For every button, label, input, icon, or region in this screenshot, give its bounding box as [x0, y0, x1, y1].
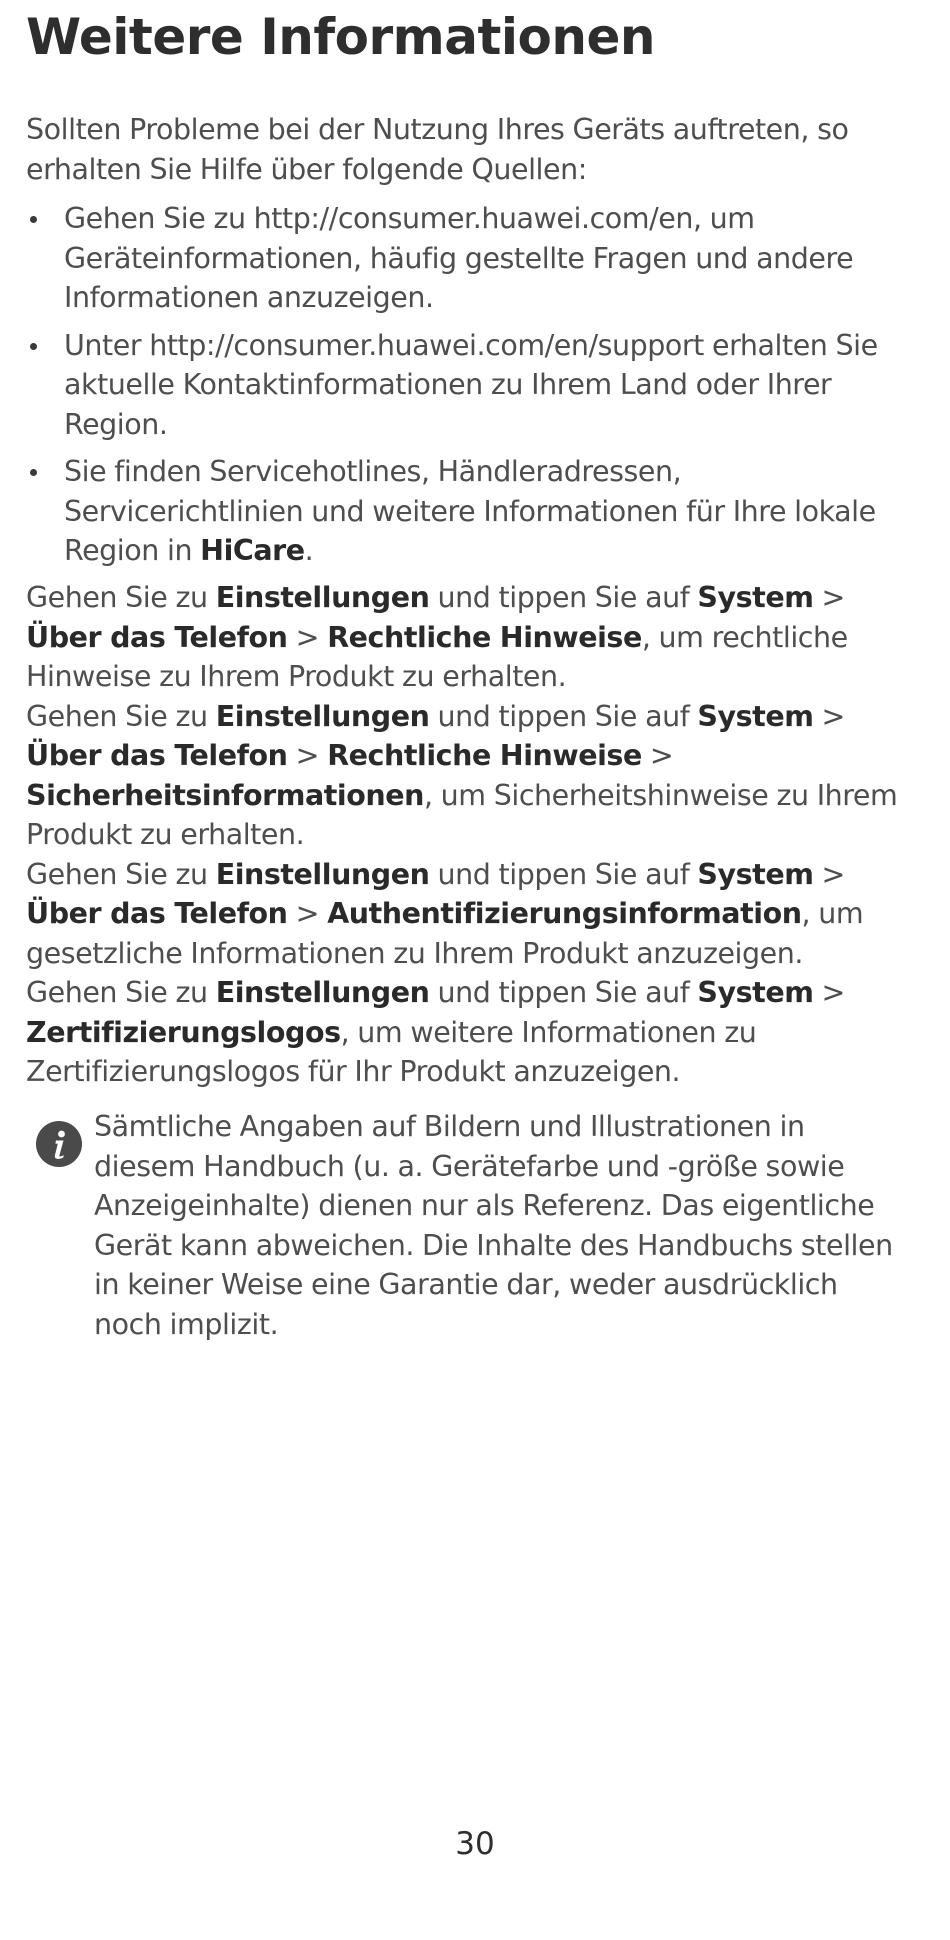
- list-item-text-end: .: [304, 534, 314, 567]
- path-step: System: [697, 976, 814, 1009]
- note-text: Sämtliche Angaben auf Bildern und Illustrationen in diesem Handbuch (u. a. Gerätefarbe und -größe sowie Anzeigeinhalte) dienen nur als Referenz. Das eigentliche Gerät kann abweichen. Die Inhalte des Handbuchs stellen in keiner Weise eine Garantie dar, weder ausdrücklich noch implizit.: [94, 1110, 893, 1341]
- path-paragraph: [26, 973, 906, 1092]
- path-step: Zertifizierungslogos: [26, 1015, 341, 1049]
- path-step: Rechtliche Hinweise: [327, 620, 642, 654]
- path-separator: >: [641, 739, 674, 772]
- page-title: Weitere Informationen: [26, 8, 656, 66]
- path-settings: Einstellungen: [215, 581, 430, 614]
- path-paragraph: [26, 578, 906, 697]
- path-mid: und tippen Sie auf: [429, 699, 698, 733]
- path-prefix: Gehen Sie zu: [26, 857, 216, 891]
- path-paragraph: [26, 697, 906, 855]
- info-icon: [36, 1121, 82, 1167]
- path-separator: >: [287, 739, 328, 772]
- path-suffix: , um gesetzliche Informationen zu Ihrem Produkt anzuzeigen.: [26, 897, 864, 970]
- path-step: System: [697, 581, 814, 614]
- list-item-text: Sie finden Servicehotlines, Händleradressen, Servicerichtlinien und weitere Informationen für Ihre lokale Region in: [64, 455, 876, 567]
- path-mid: und tippen Sie auf: [429, 976, 698, 1009]
- path-step: Sicherheitsinformationen: [26, 778, 424, 812]
- path-step: Rechtliche Hinweise: [327, 739, 642, 772]
- page-number: 30: [455, 1826, 495, 1862]
- bullet-icon: [30, 343, 37, 350]
- path-settings: Einstellungen: [215, 976, 430, 1009]
- list-item: [26, 199, 906, 318]
- path-mid: und tippen Sie auf: [429, 857, 698, 891]
- path-prefix: Gehen Sie zu: [26, 699, 216, 733]
- path-separator: >: [813, 857, 845, 891]
- path-step: Über das Telefon: [26, 897, 288, 930]
- path-prefix: Gehen Sie zu: [26, 581, 216, 614]
- path-suffix: , um Sicherheitshinweise zu Ihrem Produkt zu erhalten.: [26, 778, 898, 851]
- path-step: Über das Telefon: [26, 620, 288, 654]
- path-prefix: Gehen Sie zu: [26, 976, 216, 1009]
- path-step: System: [697, 857, 814, 891]
- path-paragraph: [26, 855, 906, 974]
- path-suffix: , um rechtliche Hinweise zu Ihrem Produkt zu erhalten.: [26, 620, 848, 693]
- path-settings: Einstellungen: [215, 857, 430, 891]
- help-sources-list: [26, 199, 906, 579]
- bullet-icon: [30, 216, 37, 223]
- path-step: System: [697, 699, 814, 733]
- path-settings: Einstellungen: [215, 699, 430, 733]
- list-item-text: Gehen Sie zu http://consumer.huawei.com/en, um Geräteinformationen, häufig gestellte Fragen und andere Informationen anzuzeigen.: [64, 202, 854, 314]
- list-item-text: Unter http://consumer.huawei.com/en/support erhalten Sie aktuelle Kontaktinformationen zu Ihrem Land oder Ihrer Region.: [64, 328, 878, 441]
- path-separator: >: [287, 897, 328, 930]
- path-separator: >: [287, 620, 328, 654]
- path-suffix: , um weitere Informationen zu Zertifizierungslogos für Ihr Produkt anzuzeigen.: [26, 1015, 757, 1088]
- path-step: Über das Telefon: [26, 739, 288, 772]
- path-separator: >: [813, 699, 845, 733]
- settings-paths: [26, 578, 906, 1092]
- path-separator: >: [813, 581, 845, 614]
- intro-paragraph: Sollten Probleme bei der Nutzung Ihres Geräts auftreten, so erhalten Sie Hilfe über folgende Quellen:: [26, 113, 849, 186]
- bullet-icon: [30, 469, 37, 476]
- hicare-app-name: HiCare: [200, 534, 305, 567]
- list-item: [26, 452, 906, 571]
- path-separator: >: [813, 976, 845, 1009]
- path-step: Authentifizierungsinformation: [327, 897, 802, 930]
- note-box: [26, 1107, 906, 1344]
- path-mid: und tippen Sie auf: [429, 581, 698, 614]
- list-item: [26, 326, 906, 445]
